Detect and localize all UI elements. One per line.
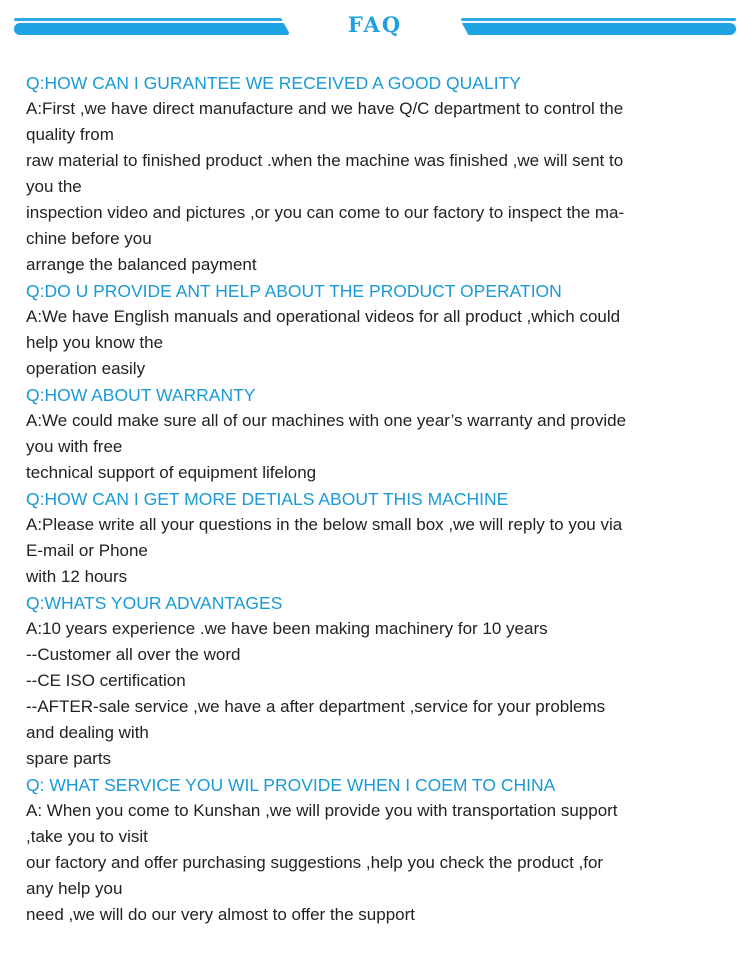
faq-item [26,382,726,486]
faq-header [0,0,750,50]
faq-item [26,772,726,928]
faq-answer-line: A: When you come to Kunshan ,we will provide you with transportation support [26,801,618,820]
faq-answer-line: ,take you to visit [26,827,148,846]
faq-answer-line: help you know the [26,333,164,352]
faq-answer-line: with 12 hours [26,567,128,586]
faq-answer-line: E-mail or Phone [26,541,148,560]
faq-answer-line: need ,we will do our very almost to offer the support [26,905,415,924]
faq-answer-line: A:We have English manuals and operational videos for all product ,which could [26,307,621,326]
faq-question: Q:HOW ABOUT WARRANTY [26,385,256,405]
faq-question: Q:HOW CAN I GET MORE DETIALS ABOUT THIS MACHINE [26,489,509,509]
faq-answer-line: any help you [26,879,123,898]
faq-list [26,70,726,928]
faq-question: Q:DO U PROVIDE ANT HELP ABOUT THE PRODUCT OPERATION [26,281,562,301]
faq-answer-line: A:Please write all your questions in the below small box ,we will reply to you via [26,515,623,534]
faq-answer-line: technical support of equipment lifelong [26,463,317,482]
faq-question: Q:HOW CAN I GURANTEE WE RECEIVED A GOOD QUALITY [26,73,521,93]
faq-answer-line: spare parts [26,749,112,768]
faq-item [26,486,726,590]
faq-answer-line: quality from [26,125,114,144]
faq-answer-line: arrange the balanced payment [26,255,257,274]
faq-answer-line: you with free [26,437,123,456]
faq-answer-line: you the [26,177,82,196]
faq-answer-line: A:We could make sure all of our machines with one year’s warranty and provide [26,411,627,430]
faq-answer-line: our factory and offer purchasing suggestions ,help you check the product ,for [26,853,604,872]
faq-answer-line: A:First ,we have direct manufacture and we have Q/C department to control the [26,99,624,118]
faq-answer-line: --Customer all over the word [26,645,241,664]
faq-item [26,70,726,278]
faq-answer-line: chine before you [26,229,152,248]
faq-answer-line: and dealing with [26,723,149,742]
faq-answer-line: A:10 years experience .we have been making machinery for 10 years [26,619,548,638]
faq-question: Q: WHAT SERVICE YOU WIL PROVIDE WHEN I COEM TO CHINA [26,775,556,795]
faq-answer-line: operation easily [26,359,146,378]
faq-answer-line: inspection video and pictures ,or you can come to our factory to inspect the ma- [26,203,625,222]
faq-item [26,590,726,772]
faq-answer-line: --CE ISO certification [26,671,186,690]
header-bar-right [461,18,736,36]
header-bar-left [14,18,289,36]
faq-item [26,278,726,382]
faq-answer-line: --AFTER-sale service ,we have a after department ,service for your problems [26,697,606,716]
faq-answer-line: raw material to finished product .when the machine was finished ,we will sent to [26,151,624,170]
page-title: FAQ [347,12,403,37]
faq-question: Q:WHATS YOUR ADVANTAGES [26,593,283,613]
